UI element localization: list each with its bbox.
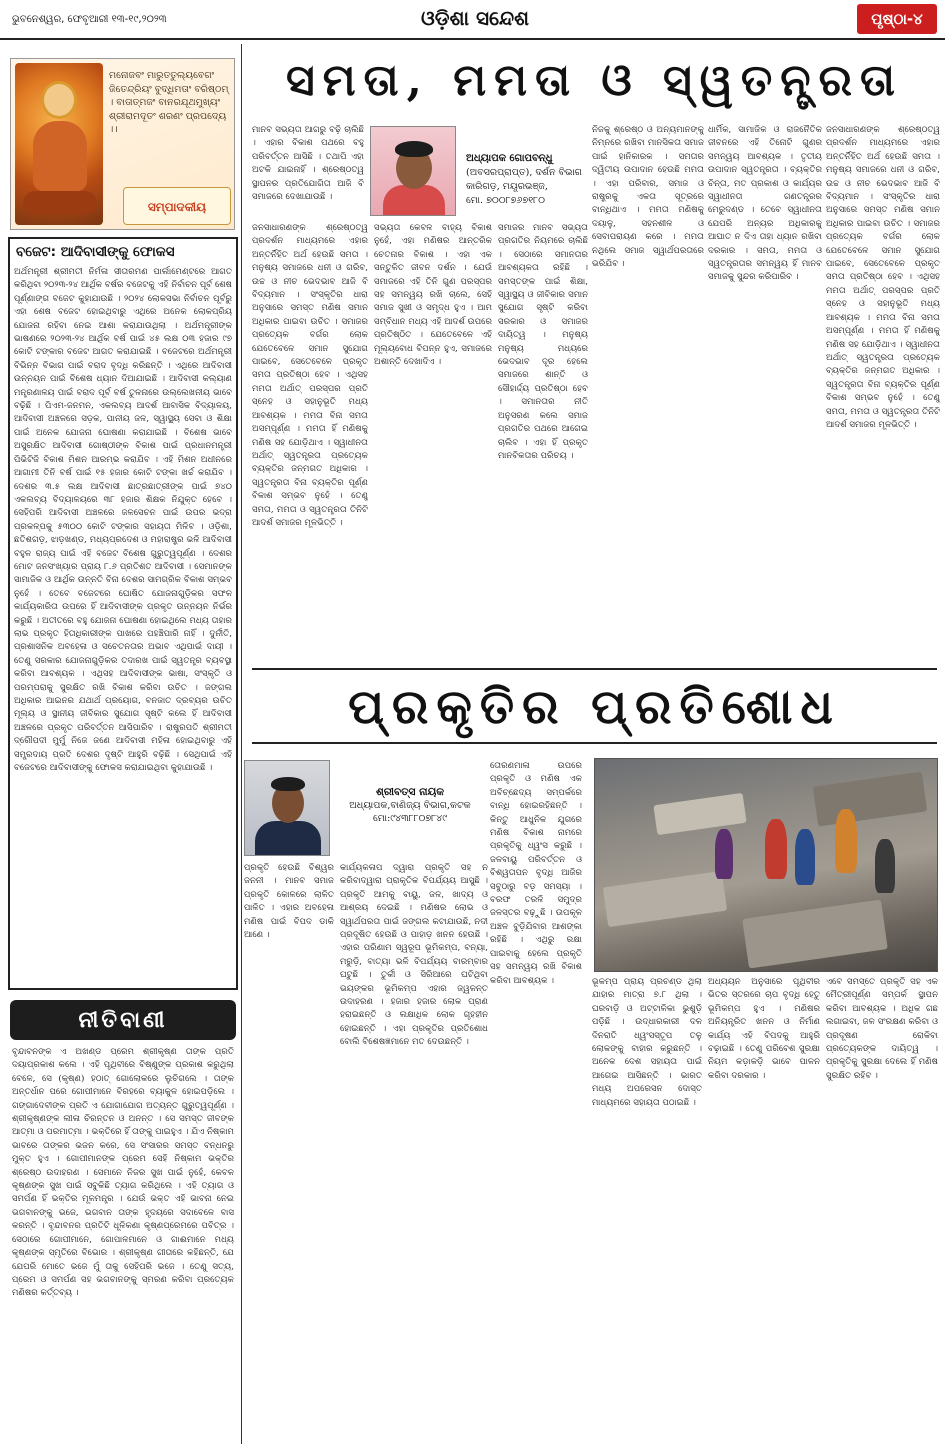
author2-name: ଶ୍ରୀବତ୍ସ ନାୟକ bbox=[375, 786, 445, 798]
article1-col2: ସଭ୍ୟତା କେବଳ ବାହ୍ୟ ବିକାଶ ନୁହେଁ, ଏହା ମଣିଷର ଆନ୍ତରିକ ଚେତନାର ବିକାଶ । ଏହା ଏକ ସନ୍ତୁଳିତ ଜୀବନ ଦର୍ଶନ । ଯେଉଁ ସମାଜରେ ଏହି ତିନି ଗୁଣ ପରସ୍ପର ସହ ସମନ୍ୱୟ ରଖି ଚାଲେ, ସେହି ସମାଜ ସୁଖୀ ଓ ସମୃଦ୍ଧ ହୁଏ । ଆମ ସମ୍ବିଧାନ ମଧ୍ୟ ଏହି ଆଦର୍ଶ ଉପରେ ପ୍ରତିଷ୍ଠିତ । ଯେତେବେଳେ ଏହି ମୂଲ୍ୟବୋଧ ବିପନ୍ନ ହୁଏ, ସମାଜରେ ଅଶାନ୍ତି ଦେଖାଦିଏ । bbox=[374, 223, 492, 368]
article2-col4: ଭୂକମ୍ପ ପ୍ରାୟ ପ୍ରଚଣ୍ଡ ଥିଲା ଯାହାର ମାତ୍ରା ୭.୮ ଥିଲା । ଘରବାଡ଼ି ଓ ଅଟ୍ଟାଳିକା ଭୁଶୁଡ଼ି ପଡ଼ିଛି । ଉଦ୍ଧାରକାରୀ ଦଳ ଦିନରାତି ଧ୍ୱଂସସ୍ତୂପ ତଳୁ ଲୋକଙ୍କୁ ବାହାର କରୁଛନ୍ତି । ଅନେକ ଦେଶ ସହାୟତା ପାଇଁ ଆଗେଇ ଆସିଛନ୍ତି । ଭାରତ ମଧ୍ୟ ଅପରେସନ ଦୋସ୍ତ ମାଧ୍ୟମରେ ସହାୟତା ପଠାଇଛି । bbox=[592, 977, 702, 1108]
earthquake-rescue-photo bbox=[594, 758, 938, 972]
article2-col5: ଅଧ୍ୟୟନ ଅନୁସାରେ ପୃଥିବୀର ଭିତର ସ୍ତରରେ ଚାପ ବୃଦ୍ଧି ହେତୁ ଭୂମିକମ୍ପ ହୁଏ । ମଣିଷର ଅନିୟନ୍ତ୍ରିତ ଖନନ ଓ ନିର୍ମାଣ କାର୍ଯ୍ୟ ଏହି ବିପଦକୁ ଆହୁରି ବଢ଼ାଇଛି । ତେଣୁ ପରିବେଶ ସୁରକ୍ଷା ନିୟମ କଡ଼ାକଡ଼ି ଭାବେ ପାଳନ କରିବା ଦରକାର । bbox=[708, 977, 820, 1081]
mantra-text: ମନୋଜବଂ ମାରୁତତୁଲ୍ୟବେଗଂ ଜିତେନ୍ଦ୍ରିୟଂ ବୁଦ୍ଧିମତାଂ ବରିଷ୍ଠମ୍ । ବାତାତ୍ମଜଂ ବାନରଯୂଥମୁଖ୍ୟଂ ଶ୍ରୀରାମଦୂତଂ ଶରଣଂ ପ୍ରପଦ୍ୟେ ।। bbox=[109, 70, 229, 135]
article2-col2: କାର୍ଯ୍ୟକଳାପ ଦ୍ୱାରା ପ୍ରକୃତି ସହ ନ କରିବାଦ୍ୱାରା ପ୍ରାକୃତିକ ବିପର୍ଯ୍ୟୟ ଆସୁଛି । ପ୍ରକୃତି ଆମକୁ ବାୟୁ, ଜଳ, ଖାଦ୍ୟ ଓ ଆଶ୍ରୟ ଦେଇଛି । ମଣିଷର ଲୋଭ ଓ ସ୍ୱାର୍ଥପରତା ପାଇଁ ଜଙ୍ଗଲ କଟାଯାଉଛି, ନଦୀ ପ୍ରଦୂଷିତ ହେଉଛି ଓ ପାହାଡ଼ ଖନନ ହେଉଛି । ଏହାର ପରିଣାମ ସ୍ୱରୂପ ଭୂମିକମ୍ପ, ବନ୍ୟା, ମରୁଡ଼ି, ବାତ୍ୟା ଭଳି ବିପର୍ଯ୍ୟୟ ବାରମ୍ବାର ଘଟୁଛି । ତୁର୍କୀ ଓ ସିରିଆରେ ଘଟିଥିବା ଭୟଙ୍କର ଭୂମିକମ୍ପ ଏହାର ଜ୍ୱଳନ୍ତ ଉଦାହରଣ । ହଜାର ହଜାର ଲୋକ ପ୍ରାଣ ହରାଇଛନ୍ତି ଓ ଲକ୍ଷାଧିକ ଲୋକ ଗୃହହୀନ ହୋଇଛନ୍ତି । ଏହା ପ୍ରକୃତିର ପ୍ରତିଶୋଧ ବୋଲି ବିଶେଷଜ୍ଞମାନେ ମତ ଦେଉଛନ୍ତି । bbox=[340, 863, 488, 1048]
article1-col4: ନିଜକୁ ଶ୍ରେଷ୍ଠ ଓ ଅନ୍ୟମାନଙ୍କୁ ନିମ୍ନରେ ରଖିବା ମାନସିକତା ସମାଜ ପାଇଁ ହାନିକାରକ । ସମତାର ଦ୍ୱିତୀୟ ଉପାଦାନ ହେଉଛି ମମତା । ଏହା ପରିବାର, ସମାଜ ଓ ରାଷ୍ଟ୍ରକୁ ଏକତା ସୂତ୍ରରେ ବାନ୍ଧିଥାଏ । ମମତା ମଣିଷକୁ ଦୟାଳୁ, ସହନଶୀଳ ଓ ସେବାପରାୟଣ କରେ । ମମତା ନଥିଲେ ସମାଜ ସ୍ୱାର୍ଥପରତାରେ ଭରିଯିବ । bbox=[592, 125, 704, 270]
article2-col1: ପ୍ରକୃତି ହେଉଛି ବିଶ୍ୱର ଜନନୀ । ମାନବ ସମାଜ ପ୍ରକୃତି କୋଳରେ ଲାଳିତ ପାଳିତ । ଏହାର ଅବହେଳା ମଣିଷ ପାଇଁ ବିପଦ ଡାକି ଆଣେ । bbox=[244, 863, 334, 941]
masthead: ଓଡ଼ିଶା ସନ୍ଦେଶ bbox=[420, 6, 530, 30]
article2-headline: ପ୍ରକୃତିର ପ୍ରତିଶୋଧ bbox=[252, 668, 937, 744]
niti-title: ନୀତିବାଣୀ bbox=[78, 1007, 168, 1033]
article1-col1: ମାନବ ସଭ୍ୟତା ଆଗରୁ ବଢ଼ି ଚାଲିଛି । ଏହାର ବିକାଶ ପଥରେ ବହୁ ପରିବର୍ତ୍ତନ ଆସିଛି । ତଥାପି ଏହା ଅଟକି ଯାଇନାହିଁ । ଶ୍ରେଷ୍ଠତ୍ୱ ସ୍ଥାପନର ପ୍ରତିଯୋଗିତା ଆଜି ବି ସମାଜରେ ଦେଖାଯାଉଛି । bbox=[252, 125, 364, 203]
author1-detail: (ଅବସରପ୍ରାପ୍ତ), ଦର୍ଶନ ବିଭାଗ bbox=[466, 167, 582, 178]
article2-col3: ତୋରଣମାଳା ଉପରେ ପ୍ରକୃତି ଓ ମଣିଷ ଏକ ଅବିଚ୍ଛେଦ୍ୟ ସମ୍ପର୍କରେ ବାନ୍ଧି ହୋଇରହିଛନ୍ତି । କିନ୍ତୁ ଆଧୁନିକ ଯୁଗରେ ମଣିଷ ବିକାଶ ନାମରେ ପ୍ରକୃତିକୁ ଧ୍ୱଂସ କରୁଛି । ଜଳବାୟୁ ପରିବର୍ତ୍ତନ ଓ ବିଶ୍ୱତାପନ ବୃଦ୍ଧି ଆଜିର ସବୁଠାରୁ ବଡ଼ ସମସ୍ୟା । ବରଫ ତରଳି ସମୁଦ୍ର ଜଳସ୍ତର ବଢ଼ୁଛି । ଉପକୂଳ ଅଞ୍ଚଳ ବୁଡ଼ିଯିବାର ଆଶଙ୍କା ରହିଛି । ଏଥିରୁ ରକ୍ଷା ପାଇବାକୁ ହେଲେ ପ୍ରକୃତି ସହ ସମନ୍ୱୟ ରଖି ବିକାଶ କରିବା ଆବଶ୍ୟକ । bbox=[490, 761, 582, 986]
article1-col3: ସମାଜର ମାନବ ସଭ୍ୟତା ପ୍ରଗତିର ନିୟମରେ ଚାଲିଛି । ସେଠାରେ ସମାନତାର ଆବଶ୍ୟକତା ରହିଛି । ସମସ୍ତଙ୍କ ପାଇଁ ଶିକ୍ଷା, ସ୍ୱାସ୍ଥ୍ୟ ଓ ଜୀବିକାର ସମାନ ସୁଯୋଗ ସୃଷ୍ଟି କରିବା ସରକାର ଓ ସମାଜର ଦାୟିତ୍ୱ । ମନୁଷ୍ୟ ମନୁଷ୍ୟ ମଧ୍ୟରେ ଭେଦଭାବ ଦୂର ହେଲେ ସମାଜରେ ଶାନ୍ତି ଓ ସୌହାର୍ଦ୍ଦ୍ୟ ପ୍ରତିଷ୍ଠା ହେବ । ସମାନତାର ନୀତି ଅନୁସରଣ କଲେ ସମାଜ ପ୍ରଗତିର ପଥରେ ଆଗେଇ ଚାଲିବ । ଏହା ହିଁ ପ୍ରକୃତ ମାନବିକତାର ପରିଚୟ । bbox=[498, 223, 588, 461]
article2-col6: ଏବେ ସମସ୍ତେ ପ୍ରକୃତି ସହ ଏକ ମୈତ୍ରୀପୂର୍ଣ୍ଣ ସମ୍ପର୍କ ସ୍ଥାପନ କରିବା ଆବଶ୍ୟକ । ଅଧିକ ଗଛ ଲଗାଇବା, ଜଳ ସଂରକ୍ଷଣ କରିବା ଓ ପ୍ରଦୂଷଣ ରୋକିବା ପ୍ରତ୍ୟେକଙ୍କ ଦାୟିତ୍ୱ । ପ୍ରକୃତିକୁ ସୁରକ୍ଷା ଦେଲେ ହିଁ ମଣିଷ ସୁରକ୍ଷିତ ରହିବ । bbox=[826, 977, 938, 1081]
article1-col1b: ଜନସାଧାରଣଙ୍କ ଶ୍ରେଷ୍ଠତ୍ୱ ପ୍ରଦର୍ଶନ ମାଧ୍ୟମରେ ଏହାର ଅନ୍ତର୍ନିହିତ ଅର୍ଥ ହେଉଛି ସମତା । ମନୁଷ୍ୟ ସମାଜରେ ଧନୀ ଓ ଗରିବ, ଉଚ୍ଚ ଓ ନୀଚ ଭେଦଭାବ ଆଜି ବି ବିଦ୍ୟମାନ । ସଂସ୍କୃତିର ଧାରା ଅନୁସାରେ ସମସ୍ତ ମଣିଷ ସମାନ ଅଧିକାର ପାଇବା ଉଚିତ । ସମାଜର ପ୍ରତ୍ୟେକ ବର୍ଗର ଲୋକ ଯେତେବେଳେ ସମାନ ସୁଯୋଗ ପାଇବେ, ସେତେବେଳେ ପ୍ରକୃତ ସମତା ପ୍ରତିଷ୍ଠା ହେବ । ଏଥିସହ ମମତା ଅର୍ଥାତ୍ ପରସ୍ପର ପ୍ରତି ସ୍ନେହ ଓ ସହାନୁଭୂତି ମଧ୍ୟ ଆବଶ୍ୟକ । ମମତା ବିନା ସମତା ଅସମ୍ପୂର୍ଣ୍ଣ । ମମତା ହିଁ ମଣିଷକୁ ମଣିଷ ସହ ଯୋଡ଼ିଥାଏ । ସ୍ୱାଧୀନତା ଅର୍ଥାତ୍ ସ୍ୱତନ୍ତ୍ରତା ପ୍ରତ୍ୟେକ ବ୍ୟକ୍ତିର ଜନ୍ମଗତ ଅଧିକାର । ସ୍ୱତନ୍ତ୍ରତା ବିନା ବ୍ୟକ୍ତିର ପୂର୍ଣ୍ଣ ବିକାଶ ସମ୍ଭବ ନୁହେଁ । ତେଣୁ ସମତା, ମମତା ଓ ସ୍ୱତନ୍ତ୍ରତା ତିନିଟି ଆଦର୍ଶ ସମାଜର ମୂଳଭିତ୍ତି । bbox=[252, 223, 368, 528]
author1-college: କାରିଗଡ଼, ମୟୂରଭଞ୍ଜ, bbox=[466, 181, 548, 192]
article1-col6: ଜନସାଧାରଣଙ୍କ ଶ୍ରେଷ୍ଠତ୍ୱ ପ୍ରଦର୍ଶନ ମାଧ୍ୟମରେ ଏହାର ଅନ୍ତର୍ନିହିତ ଅର୍ଥ ହେଉଛି ସମତା । ମନୁଷ୍ୟ ସମାଜରେ ଧନୀ ଓ ଗରିବ, ଉଚ୍ଚ ଓ ନୀଚ ଭେଦଭାବ ଆଜି ବି ବିଦ୍ୟମାନ । ସଂସ୍କୃତିର ଧାରା ଅନୁସାରେ ସମସ୍ତ ମଣିଷ ସମାନ ଅଧିକାର ପାଇବା ଉଚିତ । ସମାଜର ପ୍ରତ୍ୟେକ ବର୍ଗର ଲୋକ ଯେତେବେଳେ ସମାନ ସୁଯୋଗ ପାଇବେ, ସେତେବେଳେ ପ୍ରକୃତ ସମତା ପ୍ରତିଷ୍ଠା ହେବ । ଏଥିସହ ମମତା ଅର୍ଥାତ୍ ପରସ୍ପର ପ୍ରତି ସ୍ନେହ ଓ ସହାନୁଭୂତି ମଧ୍ୟ ଆବଶ୍ୟକ । ମମତା ବିନା ସମତା ଅସମ୍ପୂର୍ଣ୍ଣ । ମମତା ହିଁ ମଣିଷକୁ ମଣିଷ ସହ ଯୋଡ଼ିଥାଏ । ସ୍ୱାଧୀନତା ଅର୍ଥାତ୍ ସ୍ୱତନ୍ତ୍ରତା ପ୍ରତ୍ୟେକ ବ୍ୟକ୍ତିର ଜନ୍ମଗତ ଅଧିକାର । ସ୍ୱତନ୍ତ୍ରତା ବିନା ବ୍ୟକ୍ତିର ପୂର୍ଣ୍ଣ ବିକାଶ ସମ୍ଭବ ନୁହେଁ । ତେଣୁ ସମତା, ମମତା ଓ ସ୍ୱତନ୍ତ୍ରତା ତିନିଟି ଆଦର୍ଶ ସମାଜର ମୂଳଭିତ୍ତି । bbox=[826, 125, 940, 430]
author2-detail: ଅଧ୍ୟାପକ,ବାଣିଜ୍ୟ ବିଭାଗ,କଟକ bbox=[349, 800, 471, 811]
issue-date: ଭୁବନେଶ୍ୱର, ଫେବୃଆରୀ ୧୩-୧୯,୨୦୨୩ bbox=[12, 14, 167, 25]
page-number-badge: ପୃଷ୍ଠା-୪ bbox=[857, 4, 937, 34]
budget-editorial bbox=[8, 237, 238, 990]
author1-photo bbox=[370, 126, 456, 216]
author2-byline bbox=[336, 786, 484, 825]
article1-headline: ସମତା, ମମତା ଓ ସ୍ୱତନ୍ତ୍ରତା bbox=[286, 55, 903, 106]
page-header bbox=[0, 0, 945, 40]
mantra-box bbox=[10, 58, 235, 230]
author2-phone: ମୋ:୯୪୩୮୮୦୭୮୪୯ bbox=[373, 813, 447, 824]
article1-col5: ଧାର୍ମିକ, ସାମାଜିକ ଓ ରାଜନୈତିକ ଜୀବନରେ ଏହି ତିନୋଟି ଗୁଣର ସମନ୍ୱୟ ଆବଶ୍ୟକ । ତୃତୀୟ ଉପାଦାନ ସ୍ୱତନ୍ତ୍ରତା । ବ୍ୟକ୍ତିର ଚିନ୍ତା, ମତ ପ୍ରକାଶ ଓ କାର୍ଯ୍ୟର ସ୍ୱାଧୀନତା ଗଣତନ୍ତ୍ରର ମେରୁଦଣ୍ଡ । ତେବେ ସ୍ୱାଧୀନତା ଯେପରି ଅନ୍ୟର ଅଧିକାରକୁ ଆଘାତ ନ ଦିଏ ତାହା ଧ୍ୟାନ ରଖିବା ଦରକାର । ସମତା, ମମତା ଓ ସ୍ୱତନ୍ତ୍ରତାର ସମନ୍ୱୟ ହିଁ ମାନବ ସମାଜକୁ ସୁନ୍ଦର କରିପାରିବ । bbox=[708, 125, 822, 283]
budget-title: ବଜେଟ: ଆଦିବାସୀଙ୍କୁ ଫୋକସ bbox=[16, 244, 175, 260]
editorial-stamp: ସମ୍ପାଦକୀୟ bbox=[123, 187, 231, 225]
author1-phone: ମୋ. ୭୦୦୮୭୬୭୧୮୦ bbox=[466, 195, 545, 206]
niti-body: ବୃନ୍ଦାବନଙ୍କ ଏ ଅଖଣ୍ଡ ପ୍ରେମ ଶ୍ରୀକୃଷ୍ଣ ତାଙ୍କ ପ୍ରତି ଦୟାପ୍ରକାଶ କଲେ । ଏହି ପୃଥିବୀରେ ବିଷ୍ଣୁଙ୍କ ପ୍ରକାଶ କରୁଥିଲା ବେଳେ, ସେ (କୃଷ୍ଣ) ହଠାତ୍ ଗୋଲୋକରେ ଲୁଚିଗଲେ । ତାଙ୍କ ଅନ୍ତର୍ଧାନ ପରେ ଗୋପୀମାନେ ବିରହରେ ବ୍ୟାକୁଳ ହୋଇପଡ଼ିଲେ । ଗଙ୍ଗାଦେବୀଙ୍କ ପ୍ରତି ଏ ଯୋଗାଯୋଗ ଅତ୍ୟନ୍ତ ଗୁରୁତ୍ୱପୂର୍ଣ୍ଣ । ଶ୍ରୀକୃଷ୍ଣଙ୍କ ଲୀଳା ଚିରନ୍ତନ ଓ ଅନନ୍ତ । ସେ ସମସ୍ତ ଜୀବଙ୍କ ଆତ୍ମା ଓ ପରମାତ୍ମା । ଭକ୍ତିରେ ହିଁ ତାଙ୍କୁ ପାଇହୁଏ । ଯିଏ ନିଷ୍କାମ ଭାବରେ ତାଙ୍କର ଭଜନ କରେ, ସେ ସଂସାରର ସମସ୍ତ ବନ୍ଧନରୁ ମୁକ୍ତ ହୁଏ । ଗୋପୀମାନଙ୍କ ପ୍ରେମ ସେହି ନିଷ୍କାମ ଭକ୍ତିର ଶ୍ରେଷ୍ଠ ଉଦାହରଣ । ସେମାନେ ନିଜର ସୁଖ ପାଇଁ ନୁହେଁ, କେବଳ କୃଷ୍ଣଙ୍କ ସୁଖ ପାଇଁ ସବୁକିଛି ତ୍ୟାଗ କରିଥିଲେ । ଏହି ତ୍ୟାଗ ଓ ସମର୍ପଣ ହିଁ ଭକ୍ତିର ମୂଳମନ୍ତ୍ର । ଯେଉଁ ଭକ୍ତ ଏହି ଭାବନା ନେଇ ଭଗବାନଙ୍କୁ ଭଜେ, ଭଗବାନ ତାଙ୍କ ହୃଦୟରେ ସଦାବେଳେ ବାସ କରନ୍ତି । ବୃନ୍ଦାବନର ପ୍ରତିଟି ଧୂଳିକଣା କୃଷ୍ଣପ୍ରେମରେ ପବିତ୍ର । ସେଠାରେ ଗୋପୀମାନେ, ଗୋପାଳମାନେ ଓ ଗାଈମାନେ ମଧ୍ୟ କୃଷ୍ଣଙ୍କ ସ୍ମୃତିରେ ବିଭୋର । ଶ୍ରୀକୃଷ୍ଣ ଗୀତାରେ କହିଛନ୍ତି, ଯେ ଯେପରି ମୋତେ ଭଜେ ମୁଁ ତାକୁ ସେହିପରି ଭଜେ । ତେଣୁ ସତ୍ୟ, ପ୍ରେମ ଓ ସମର୍ପଣ ସହ ଭଗବାନଙ୍କୁ ସ୍ମରଣ କରିବା ପ୍ରତ୍ୟେକ ମଣିଷର କର୍ତ୍ତବ୍ୟ । bbox=[12, 1047, 234, 1299]
column-rule bbox=[241, 44, 242, 1444]
author2-photo bbox=[244, 760, 330, 856]
deity-illustration-icon bbox=[15, 63, 103, 225]
budget-body: ଅର୍ଥମନ୍ତ୍ରୀ ଶ୍ରୀମତୀ ନିର୍ମଳା ସୀତାରମଣ ପାର୍ଲାମେଣ୍ଟରେ ଆଗତ କରିଥିବା ୨୦୨୩-୨୪ ଆର୍ଥିକ ବର୍ଷର ବଜେଟକୁ ଏହି ନିର୍ବାଚନ ପୂର୍ବ ଶେଷ ପୂର୍ଣ୍ଣାଙ୍ଗ ବଜେଟ କୁହାଯାଉଛି । ୨୦୨୪ ଲୋକସଭା ନିର୍ବାଚନ ପୂର୍ବରୁ ଏହା ଶେଷ ବଜେଟ ହୋଇଥିବାରୁ ଏଥିରେ ଅନେକ ଲୋକପ୍ରିୟ ଯୋଜନା ରହିବା ନେଇ ଆଶା କରାଯାଉଥିଲା । ଅର୍ଥମନ୍ତ୍ରୀଙ୍କ ଭାଷଣରେ ୨୦୨୩-୨୪ ଆର୍ଥିକ ବର୍ଷ ପାଇଁ ୪୫ ଲକ୍ଷ ୦୩ ହଜାର ୯୭ କୋଟି ଟଙ୍କାର ବଜେଟ ଆଗତ କରାଯାଇଛି । ବଜେଟରେ ଅର୍ଥମନ୍ତ୍ରୀ ବିଭିନ୍ନ ବିଭାଗ ପାଇଁ ବରାଦ ବୃଦ୍ଧି କରିଛନ୍ତି । ଏଥିରେ ଆଦିବାସୀ ଉନ୍ନୟନ ପାଇଁ ବିଶେଷ ଧ୍ୟାନ ଦିଆଯାଇଛି । ଆଦିବାସୀ କଲ୍ୟାଣ ମନ୍ତ୍ରଣାଳୟ ପାଇଁ ବରାଦ ପୂର୍ବ ବର୍ଷ ତୁଳନାରେ ଉଲ୍ଲେଖନୀୟ ଭାବେ ବଢ଼ିଛି । ପିଏମ-ଜନମନ, ଏକଲବ୍ୟ ଆଦର୍ଶ ଆବାସିକ ବିଦ୍ୟାଳୟ, ଆଦିବାସୀ ଅଞ୍ଚଳରେ ସଡ଼କ, ପାନୀୟ ଜଳ, ସ୍ୱାସ୍ଥ୍ୟ ସେବା ଓ ଶିକ୍ଷା ପାଇଁ ଅନେକ ଯୋଜନା ଘୋଷଣା କରାଯାଇଛି । ବିଶେଷ ଭାବେ ଅସୁରକ୍ଷିତ ଆଦିବାସୀ ଗୋଷ୍ଠୀଙ୍କ ବିକାଶ ପାଇଁ ପ୍ରଧାନମନ୍ତ୍ରୀ ପିଭିଟିଜି ବିକାଶ ମିଶନ ଆରମ୍ଭ କରାଯିବ । ଏହି ମିଶନ ଅଧୀନରେ ଆଗାମୀ ତିନି ବର୍ଷ ପାଇଁ ୧୫ ହଜାର କୋଟି ଟଙ୍କା ଖର୍ଚ୍ଚ କରାଯିବ । ଦେଶର ୩.୫ ଲକ୍ଷ ଆଦିବାସୀ ଛାତ୍ରଛାତ୍ରୀଙ୍କ ପାଇଁ ୭୪୦ ଏକଲବ୍ୟ ବିଦ୍ୟାଳୟରେ ୩୮ ହଜାର ଶିକ୍ଷକ ନିଯୁକ୍ତ ହେବେ । ସେହିପରି ଆଦିବାସୀ ଅଞ୍ଚଳରେ ଜଳସେଚନ ପାଇଁ ଉପର ଭଦ୍ରା ପ୍ରକଳ୍ପକୁ ୫୩୦୦ କୋଟି ଟଙ୍କାର ସହାୟତା ମିଳିବ । ଓଡ଼ିଶା, ଛତିଶଗଡ଼, ଝାଡ଼ଖଣ୍ଡ, ମଧ୍ୟପ୍ରଦେଶ ଓ ମହାରାଷ୍ଟ୍ର ଭଳି ଆଦିବାସୀ ବହୁଳ ରାଜ୍ୟ ପାଇଁ ଏହି ବଜେଟ ବିଶେଷ ଗୁରୁତ୍ୱପୂର୍ଣ୍ଣ । ଦେଶର ମୋଟ ଜନସଂଖ୍ୟାର ପ୍ରାୟ ୮.୬ ପ୍ରତିଶତ ଆଦିବାସୀ । ସେମାନଙ୍କ ସାମାଜିକ ଓ ଆର୍ଥିକ ଉନ୍ନତି ବିନା ଦେଶର ସାମଗ୍ରିକ ବିକାଶ ସମ୍ଭବ ନୁହେଁ । ତେବେ ବଜେଟରେ ଘୋଷିତ ଯୋଜନାଗୁଡ଼ିକର ସଫଳ କାର୍ଯ୍ୟକାରିତା ଉପରେ ହିଁ ଆଦିବାସୀଙ୍କ ପ୍ରକୃତ ଉନ୍ନୟନ ନିର୍ଭର କରୁଛି । ଅତୀତରେ ବହୁ ଯୋଜନା ଘୋଷଣା ହୋଇଥିଲେ ମଧ୍ୟ ତାହାର ଲାଭ ପ୍ରକୃତ ହିତାଧିକାରୀଙ୍କ ପାଖରେ ପହଞ୍ଚିପାରି ନାହିଁ । ଦୁର୍ନୀତି, ପ୍ରଶାସନିକ ଅବହେଳା ଓ ସଚେତନତାର ଅଭାବ ଏଥିପାଇଁ ଦାୟୀ । ତେଣୁ ସରକାର ଯୋଜନାଗୁଡ଼ିକର ତଦାରଖ ପାଇଁ ସ୍ୱତନ୍ତ୍ର ବ୍ୟବସ୍ଥା କରିବା ଆବଶ୍ୟକ । ଏଥିସହ ଆଦିବାସୀଙ୍କ ଭାଷା, ସଂସ୍କୃତି ଓ ପରମ୍ପରାକୁ ସୁରକ୍ଷିତ ରଖି ବିକାଶ କରିବା ଉଚିତ । ଜଙ୍ଗଲ ଅଧିକାର ଆଇନର ଯଥାର୍ଥ ପ୍ରୟୋଗ, ବନଜାତ ଦ୍ରବ୍ୟର ଉଚିତ ମୂଲ୍ୟ ଓ ସ୍ଥାନୀୟ ଜୀବିକାର ସୁଯୋଗ ସୃଷ୍ଟି କଲେ ହିଁ ଆଦିବାସୀ ଅଞ୍ଚଳରେ ପ୍ରକୃତ ପରିବର୍ତ୍ତନ ଆସିପାରିବ । ରାଷ୍ଟ୍ରପତି ଶ୍ରୀମତୀ ଦ୍ରୌପଦୀ ମୁର୍ମୁ ନିଜେ ଜଣେ ଆଦିବାସୀ ମହିଳା ହୋଇଥିବାରୁ ଏହି ସମ୍ପ୍ରଦାୟ ପ୍ରତି ଦେଶର ଦୃଷ୍ଟି ଆହୁରି ବଢ଼ିଛି । ସେଥିପାଇଁ ଏହି ବଜେଟରେ ଆଦିବାସୀଙ୍କୁ ଫୋକସ କରାଯାଇଥିବା କୁହାଯାଉଛି । bbox=[14, 267, 232, 774]
author1-name: ଅଧ୍ୟାପକ ଗୋପବନ୍ଧୁ bbox=[466, 153, 553, 164]
niti-title-banner bbox=[10, 1000, 236, 1040]
